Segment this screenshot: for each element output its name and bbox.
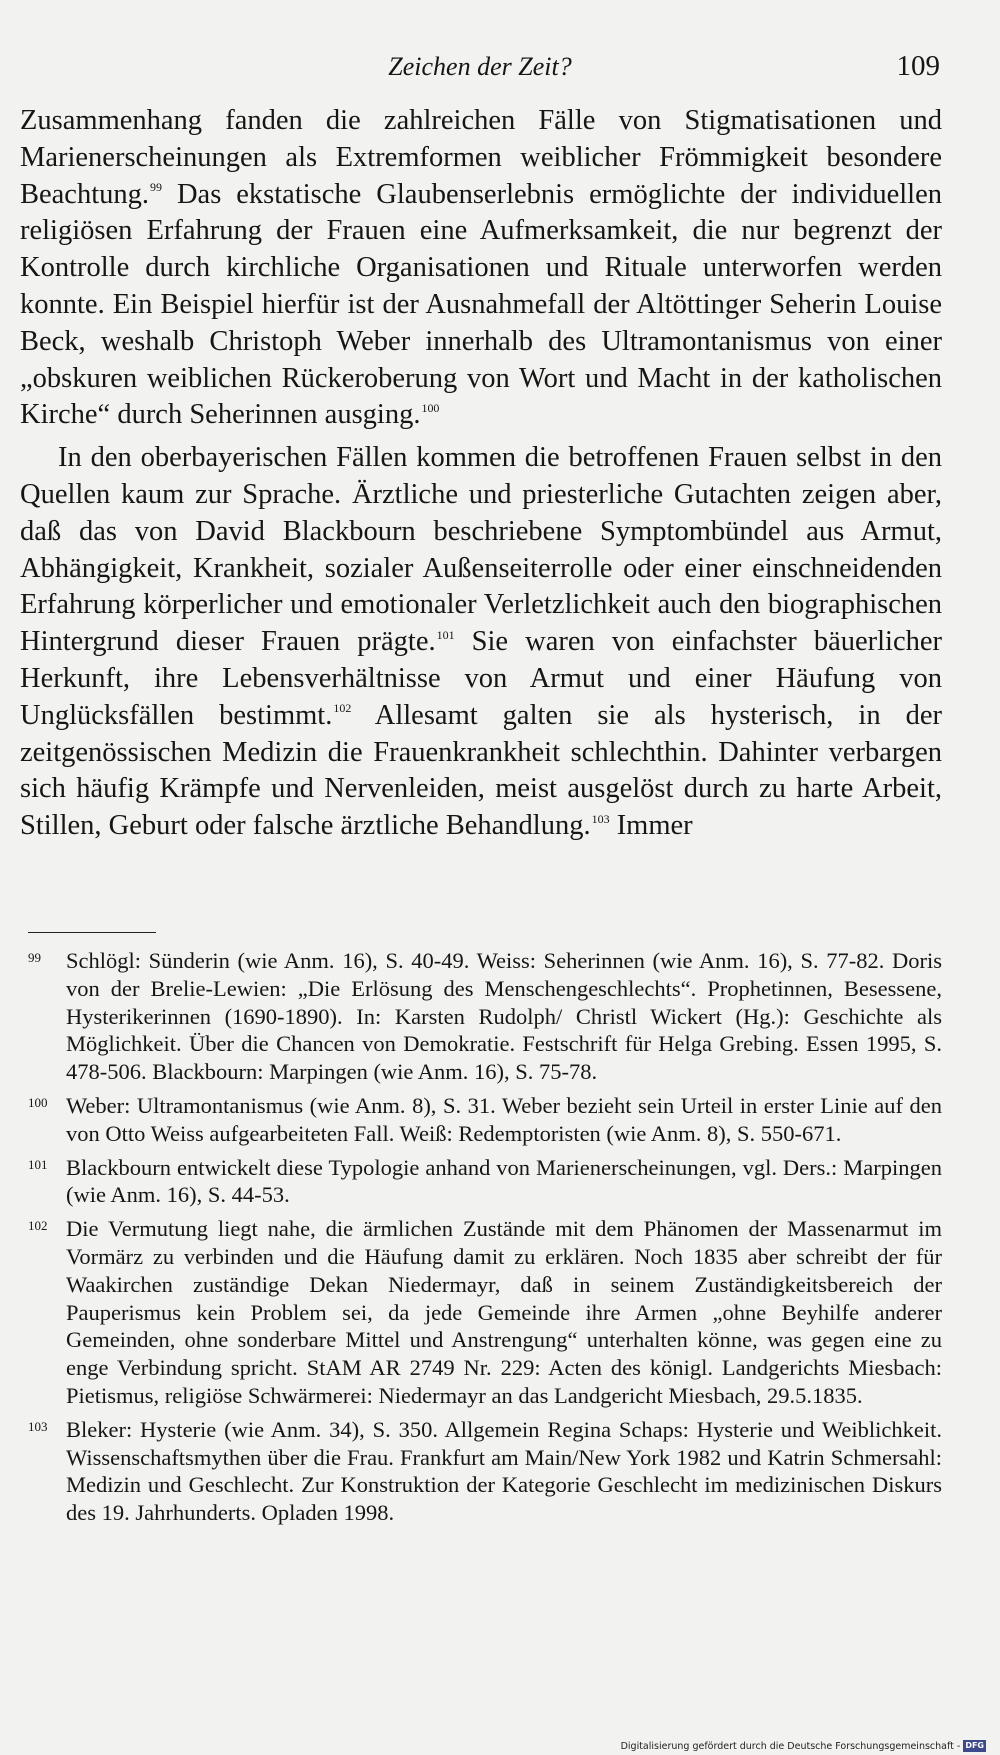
footnote-divider	[28, 932, 156, 933]
credit-text: Digitalisierung gefördert durch die Deutsche Forschungsgemeinschaft -	[620, 1740, 961, 1752]
footnote-99	[28, 947, 942, 1086]
footnote-text: Schlögl: Sünderin (wie Anm. 16), S. 40-49. Weiss: Seherinnen (wie Anm. 16), S. 77-82. Doris von der Brelie-Lewien: „Die Erlösung des Menschengeschlechts“. Prophetinnen, Besessene, Hysterikerinnen (1690-1890). In: Karsten Rudolph/ Christl Wickert (Hg.): Geschichte als Möglichkeit. Über die Chancen von Demokratie. Festschrift für Helga Grebing. Essen 1995, S. 478-506. Blackbourn: Marpingen (wie Anm. 16), S. 75-78.	[66, 948, 942, 1085]
page-number: 109	[896, 50, 940, 82]
footnote-101	[28, 1154, 942, 1210]
paragraph-text: Immer	[609, 810, 693, 842]
footnote-103	[28, 1416, 942, 1527]
running-title: Zeichen der Zeit?	[388, 52, 572, 81]
paragraph-2	[20, 440, 942, 845]
footnote-ref-99: 99	[150, 180, 162, 195]
footnote-text: Weber: Ultramontanismus (wie Anm. 8), S. 31. Weber bezieht sein Urteil in erster Linie auf den von Otto Weiss aufgearbeiteten Fall. Weiß: Redemptoristen (wie Anm. 8), S. 550-671.	[66, 1092, 942, 1146]
footnote-ref-100: 100	[421, 401, 440, 416]
paragraph-text: Das ekstatische Glaubenserlebnis ermöglichte der individuellen religiösen Erfahrung der Frauen eine Aufmerksamkeit, die nur begrenzt der Kontrolle durch kirchliche Organisationen und Rituale unterworfen werden konnte. Ein Beispiel hierfür ist der Ausnahmefall der Altöttinger Seherin Louise Beck, weshalb Christoph Weber innerhalb des Ultramontanismus von einer „obskuren weiblichen Rückeroberung von Wort und Macht in der katholischen Kirche“ durch Seherinnen ausging.	[20, 178, 942, 431]
digitization-credit	[621, 1740, 986, 1752]
footnote-number: 100	[28, 1094, 48, 1110]
paragraph-1	[20, 103, 942, 434]
footnote-number: 103	[28, 1418, 48, 1434]
footnote-102	[28, 1215, 942, 1410]
footnote-100	[28, 1092, 942, 1148]
footnote-number: 102	[28, 1218, 48, 1234]
footnote-text: Bleker: Hysterie (wie Anm. 34), S. 350. Allgemein Regina Schaps: Hysterie und Weiblichkeit. Wissenschaftsmythen über die Frau. Frankfurt am Main/New York 1982 und Katrin Schmersahl: Medizin und Geschlecht. Zur Konstruktion der Kategorie Geschlecht im medizinischen Diskurs des 19. Jahrhunderts. Opladen 1998.	[66, 1416, 942, 1526]
main-text	[20, 103, 942, 845]
running-head	[20, 52, 940, 92]
footnote-ref-101: 101	[436, 627, 455, 642]
paragraph-text: Sie waren von einfachster bäuerlicher Herkunft, ihre Lebensverhältnisse von Armut und einer Häufung von Unglücksfällen bestimmt.	[20, 626, 943, 731]
footnote-number: 99	[28, 950, 41, 965]
dfg-logo: DFG	[965, 1741, 984, 1750]
paragraph-text: In den oberbayerischen Fällen kommen die betroffenen Frauen selbst in den Quellen kaum zur Sprache. Ärztliche und priesterliche Gutachten zeigen aber, daß das von David Blackbourn beschriebene Symptombündel aus Armut, Abhängigkeit, Krankheit, sozialer Außenseiterrolle oder einer einschneidenden Erfahrung körperlicher und emotionaler Verletzlichkeit auch den biographischen Hintergrund dieser Frauen prägte.	[20, 442, 942, 658]
footnote-ref-102: 102	[333, 701, 352, 716]
footnotes	[28, 947, 942, 1533]
paragraph-text: Allesamt galten sie als hysterisch, in der zeitgenössischen Medizin die Frauenkrankheit schlechthin. Dahinter verbargen sich häufig Krämpfe und Nervenleiden, meist ausgelöst durch zu harte Arbeit, Stillen, Geburt oder falsche ärztliche Behandlung.	[20, 699, 942, 842]
footnote-ref-103: 103	[591, 811, 610, 826]
footnote-text: Die Vermutung liegt nahe, die ärmlichen Zustände mit dem Phänomen der Massenarmut im Vormärz zu verbinden und die Häufung damit zu erklären. Noch 1835 aber schreibt der für Waakirchen zuständige Dekan Niedermayr, daß in seinem Zuständigkeitsbereich der Pauperismus kein Problem sei, da jede Gemeinde ihre Armen „ohne Beyhilfe anderer Gemeinden, ohne sonderbare Mittel und Anstrengung“ unterhalten könne, was gegen eine zu enge Verbindung spricht. StAM AR 2749 Nr. 229: Acten des königl. Landgerichts Miesbach: Pietismus, religiöse Schwärmerei: Niedermayr an das Landgericht Miesbach, 29.5.1835.	[66, 1216, 942, 1408]
footnote-number: 101	[28, 1156, 48, 1172]
paragraph-text: Zusammenhang fanden die zahlreichen Fälle von Stigmatisationen und Marienerscheinungen als Extremformen weiblicher Frömmigkeit besondere Beachtung.	[20, 105, 942, 210]
footnote-text: Blackbourn entwickelt diese Typologie anhand von Marienerscheinungen, vgl. Ders.: Marpingen (wie Anm. 16), S. 44-53.	[66, 1154, 942, 1208]
